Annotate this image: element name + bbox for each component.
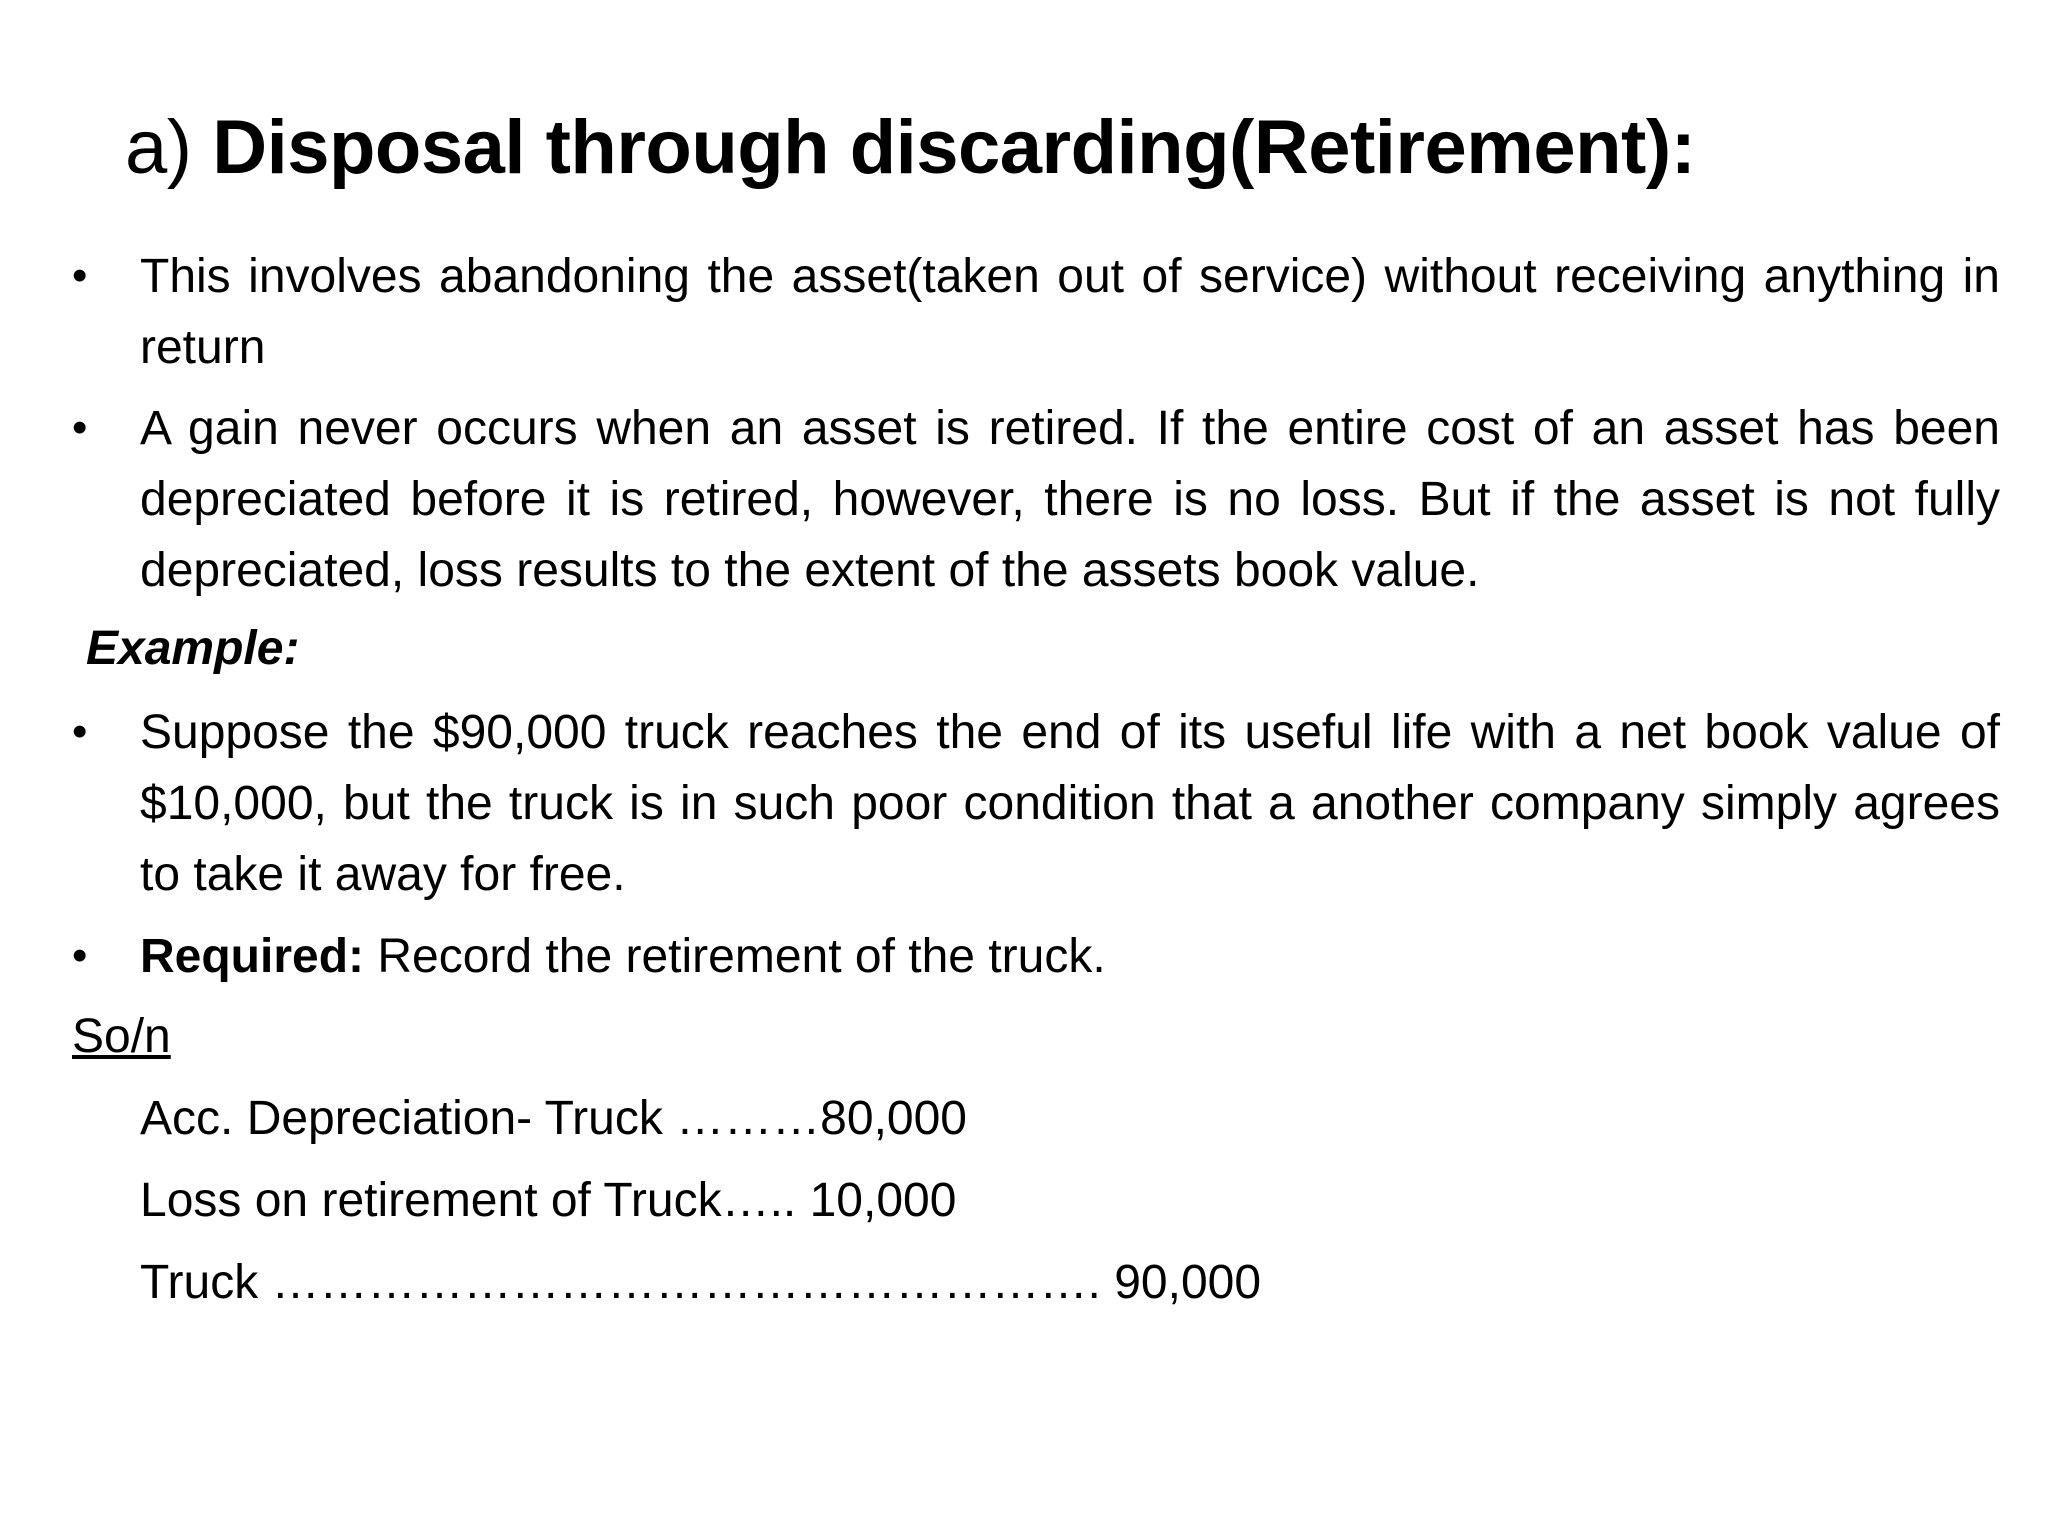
journal-entry-2: Loss on retirement of Truck….. 10,000 [140, 1174, 957, 1227]
bullet-text: A gain never occurs when an asset is retired. If the entire cost of an asset has been depreciated before it is retired, however, there is no loss. But if the asset is not fully depreciated, loss results to the extent of the assets book value. [140, 402, 2000, 597]
slide-title [125, 98, 1695, 198]
bullet-text: Suppose the $90,000 truck reaches the end of its useful life with a net book value of $10,000, but the truck is in such poor condition that a another company simply agrees to take it away for free. [140, 706, 2000, 901]
title-prefix: a) [125, 105, 213, 190]
solution-label: So/n [72, 1010, 171, 1063]
required-label: Required: [140, 930, 365, 983]
bullet-marker: • [72, 251, 88, 300]
required-text [140, 921, 2000, 992]
example-label: Example: [86, 622, 300, 675]
journal-entry-3: Truck ……………………………………………. 90,000 [140, 1256, 1262, 1309]
bullet-marker: • [72, 707, 88, 756]
bullet-marker: • [72, 403, 88, 452]
bullet-text: This involves abandoning the asset(taken out of service) without receiving anything in return [140, 250, 2000, 374]
title-main: Disposal through discarding(Retirement): [212, 105, 1696, 190]
journal-entry-1: Acc. Depreciation- Truck ………80,000 [140, 1092, 967, 1145]
required-body: Record the retirement of the truck. [364, 930, 1106, 983]
bullet-marker: • [72, 931, 88, 980]
